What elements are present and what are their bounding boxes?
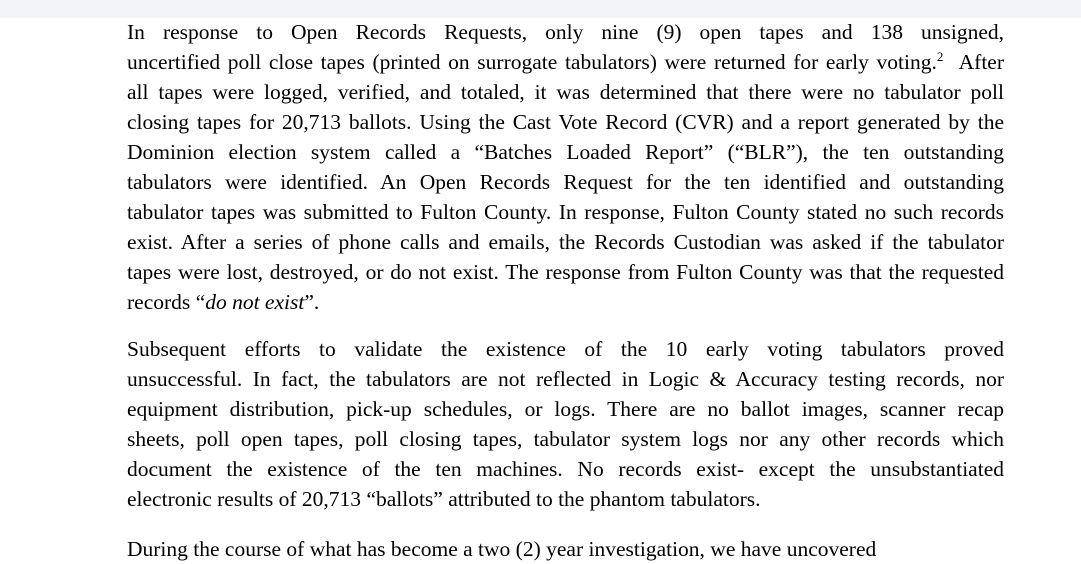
paragraph-1-line-5: Dominion election system called a “Batches Loaded Report” (“BLR”), the ten outstanding: [127, 140, 1004, 164]
paragraph-1-line-6: tabulators were identified. An Open Records Request for the ten identified and outstanding: [127, 170, 1004, 194]
paragraph-1-line-2-tail: After: [958, 50, 1005, 74]
paragraph-1: [54, 17, 1004, 317]
paragraph-1-line-7: tabulator tapes was submitted to Fulton County. In response, Fulton County stated no such records: [127, 200, 1004, 224]
paragraph-1-line-10-end: ”.: [304, 290, 320, 314]
paragraph-1-line-2: [54, 47, 1004, 77]
paragraph-3-partial: [127, 532, 1027, 561]
paragraph-3-partial-text: During the course of what has become a two (2) year investigation, we have uncovered: [127, 537, 877, 561]
paragraph-2-line-5: document the existence of the ten machines. No records exist- except the unsubstantiated: [127, 457, 1004, 481]
paragraph-1-line-2-text: uncertified poll close tapes (printed on surrogate tabulators) were returned for early voting.: [127, 50, 937, 74]
paragraph-2: [54, 334, 1004, 514]
paragraph-2-line-1: Subsequent efforts to validate the existence of the 10 early voting tabulators proved: [127, 337, 1004, 361]
paragraph-1-line-1: In response to Open Records Requests, only nine (9) open tapes and 138 unsigned,: [127, 20, 1004, 44]
top-band: [0, 0, 1081, 18]
paragraph-2-line-6: electronic results of 20,713 “ballots” attributed to the phantom tabulators.: [127, 487, 761, 511]
footnote-marker: 2: [936, 49, 944, 65]
paragraph-1-line-10: [54, 287, 1004, 317]
paragraph-2-line-4: sheets, poll open tapes, poll closing tapes, tabulator system logs nor any other records which: [127, 427, 1004, 451]
emphasis-do-not-exist: do not exist: [205, 290, 305, 314]
paragraph-1-line-8: exist. After a series of phone calls and emails, the Records Custodian was asked if the tabulator: [127, 230, 1004, 254]
document-page: [54, 17, 1004, 514]
paragraph-1-line-4: closing tapes for 20,713 ballots. Using the Cast Vote Record (CVR) and a report generated by the: [127, 110, 1004, 134]
paragraph-2-line-2: unsuccessful. In fact, the tabulators are not reflected in Logic & Accuracy testing records, nor: [127, 367, 1004, 391]
paragraph-1-line-9: tapes were lost, destroyed, or do not exist. The response from Fulton County was that the requested: [127, 260, 1004, 284]
paragraph-1-line-10-start: records “: [127, 290, 206, 314]
paragraph-2-line-3: equipment distribution, pick-up schedules, or logs. There are no ballot images, scanner recap: [127, 397, 1004, 421]
paragraph-1-line-3: all tapes were logged, verified, and totaled, it was determined that there were no tabulator poll: [127, 80, 1004, 104]
